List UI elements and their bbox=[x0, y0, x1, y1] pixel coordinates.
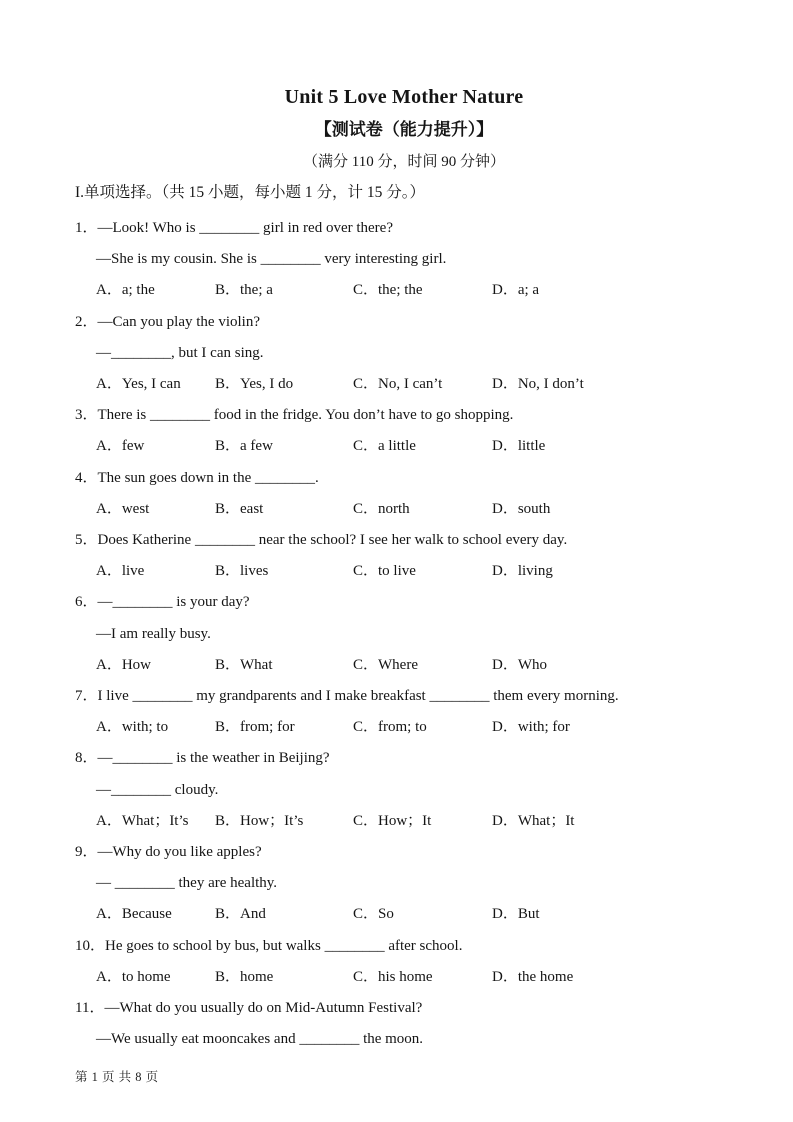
option-item: A．few bbox=[96, 438, 145, 455]
question-line: —________ cloudy. bbox=[96, 781, 219, 798]
option-item: D．living bbox=[492, 563, 553, 580]
option-item: A．live bbox=[96, 563, 145, 580]
option-item: D．a; a bbox=[492, 282, 540, 299]
question-block bbox=[75, 400, 733, 462]
question-block bbox=[75, 213, 733, 307]
option-item: B．east bbox=[215, 500, 264, 517]
option-item: A．with; to bbox=[96, 719, 169, 736]
question-block bbox=[75, 681, 733, 743]
option-item: C．How；It bbox=[353, 812, 432, 829]
option-item: B．Yes, I do bbox=[215, 376, 294, 393]
option-item: C．Where bbox=[353, 656, 418, 673]
question-line: 9．—Why do you like apples? bbox=[75, 844, 262, 861]
option-item: C．No, I can’t bbox=[353, 376, 443, 393]
question-line: —She is my cousin. She is ________ very interesting girl. bbox=[96, 251, 447, 268]
section-heading: I.单项选择。（共 15 小题，每小题 1 分，计 15 分。） bbox=[75, 184, 426, 201]
option-item: C．to live bbox=[353, 563, 416, 580]
option-item: B．home bbox=[215, 968, 274, 985]
option-item: B．How；It’s bbox=[215, 812, 304, 829]
question-line: — ________ they are healthy. bbox=[96, 875, 278, 892]
option-item: A．to home bbox=[96, 968, 171, 985]
question-block bbox=[75, 587, 733, 681]
page-title: Unit 5 Love Mother Nature bbox=[284, 86, 524, 108]
question-line: 6．—________ is your day? bbox=[75, 594, 250, 611]
option-item: B．What bbox=[215, 656, 273, 673]
question-line: —________, but I can sing. bbox=[96, 344, 264, 361]
question-line: 1．—Look! Who is ________ girl in red over there? bbox=[75, 220, 393, 236]
option-item: D．little bbox=[492, 438, 546, 455]
option-row bbox=[75, 806, 733, 837]
exam-subtitle: 【测试卷（能力提升）】 bbox=[314, 120, 494, 139]
question-block bbox=[75, 463, 733, 525]
option-item: B．a few bbox=[215, 438, 273, 455]
option-item: A．What；It’s bbox=[96, 812, 189, 829]
option-item: D．the home bbox=[492, 968, 574, 985]
option-row bbox=[75, 712, 733, 743]
question-line: 2．—Can you play the violin? bbox=[75, 313, 260, 330]
option-item: C．So bbox=[353, 906, 394, 923]
option-item: A．Yes, I can bbox=[96, 376, 181, 393]
question-line: 4．The sun goes down in the ________. bbox=[75, 469, 319, 486]
question-block bbox=[75, 837, 733, 931]
option-item: C．from; to bbox=[353, 719, 427, 736]
option-item: A．west bbox=[96, 500, 150, 517]
option-item: D．with; for bbox=[492, 719, 570, 736]
option-item: C．north bbox=[353, 500, 410, 517]
option-item: B．from; for bbox=[215, 719, 295, 736]
option-item: A．a; the bbox=[96, 282, 155, 299]
option-item: A．Because bbox=[96, 906, 172, 923]
question-line: 3．There is ________ food in the fridge. You don’t have to go shopping. bbox=[75, 407, 514, 424]
page-footer: 第 1 页 共 8 页 bbox=[75, 1070, 159, 1084]
question-block bbox=[75, 307, 733, 401]
option-item: D．What；It bbox=[492, 812, 575, 829]
option-row bbox=[75, 369, 733, 400]
option-item: C．a little bbox=[353, 438, 416, 455]
option-row bbox=[75, 494, 733, 525]
question-block bbox=[75, 525, 733, 587]
question-line: 10．He goes to school by bus, but walks ________ after school. bbox=[75, 937, 463, 954]
option-row bbox=[75, 556, 733, 587]
option-item: B．And bbox=[215, 906, 266, 923]
option-row bbox=[75, 962, 733, 993]
option-row bbox=[75, 650, 733, 681]
option-item: A．How bbox=[96, 656, 151, 673]
question-block bbox=[75, 743, 733, 837]
question-line: —We usually eat mooncakes and ________ the moon. bbox=[96, 1031, 424, 1048]
option-item: C．his home bbox=[353, 968, 433, 985]
question-line: 11．—What do you usually do on Mid-Autumn Festival? bbox=[75, 1000, 423, 1017]
option-row bbox=[75, 431, 733, 462]
question-block bbox=[75, 993, 733, 1055]
question-list bbox=[75, 213, 733, 1055]
option-item: D．south bbox=[492, 500, 551, 517]
option-item: D．But bbox=[492, 906, 540, 923]
question-block bbox=[75, 931, 733, 993]
option-item: B．the; a bbox=[215, 282, 273, 299]
option-row bbox=[75, 275, 733, 306]
option-item: B．lives bbox=[215, 563, 269, 580]
option-item: D．Who bbox=[492, 656, 547, 673]
question-line: 7．I live ________ my grandparents and I make breakfast ________ them every morning. bbox=[75, 688, 619, 705]
question-line: 5．Does Katherine ________ near the school? I see her walk to school every day. bbox=[75, 532, 568, 549]
option-item: D．No, I don’t bbox=[492, 376, 584, 393]
option-item: C．the; the bbox=[353, 282, 423, 299]
question-line: —I am really busy. bbox=[96, 625, 211, 642]
option-row bbox=[75, 899, 733, 930]
question-line: 8．—________ is the weather in Beijing? bbox=[75, 750, 330, 767]
exam-info: （满分 110 分，时间 90 分钟） bbox=[303, 154, 505, 170]
